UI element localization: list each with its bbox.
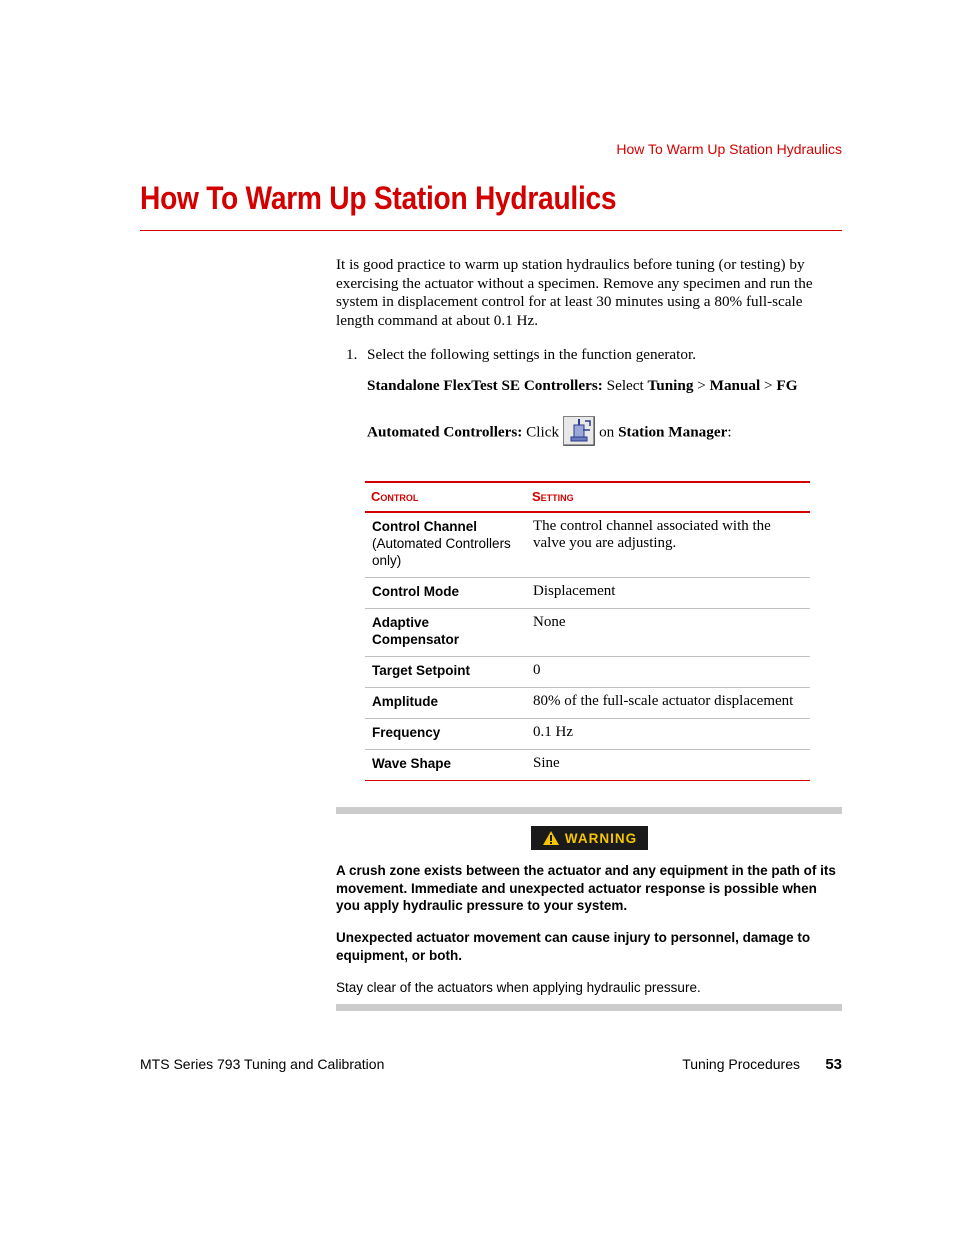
header-control: Control [365,482,526,512]
setting-cell: Sine [526,750,810,781]
automated-instructions [367,418,732,448]
table-row [365,578,810,609]
automated-label: Automated Controllers: [367,423,523,441]
automated-on: on [599,423,615,441]
footer-section: Tuning Procedures [682,1056,800,1072]
settings-table [365,481,810,781]
menu-path-fg: FG [776,377,798,394]
step-number: 1. [346,346,358,363]
table-header-row [365,482,810,512]
step-text: Select the following settings in the function generator. [367,346,696,363]
running-head: How To Warm Up Station Hydraulics [616,141,842,157]
warning-injury: Unexpected actuator movement can cause injury to personnel, damage to equipment, or both. [336,930,811,963]
control-cell: Target Setpoint [365,657,526,688]
setting-cell: The control channel associated with the valve you are adjusting. [526,512,810,578]
header-setting: Setting [526,482,810,512]
station-manager-label: Station Manager [618,423,728,441]
control-note: (Automated Controllers only) [372,536,511,568]
table-row [365,750,810,781]
menu-sep: > [764,377,773,394]
menu-path-tuning: Tuning [647,377,694,394]
step-1 [346,346,696,364]
warning-label: WARNING [564,830,638,846]
warning-top-bar [336,807,842,814]
control-cell: Control Mode [365,578,526,609]
colon: : [727,423,732,441]
footer-doc-title: MTS Series 793 Tuning and Calibration [140,1056,385,1072]
warning-crush-zone: A crush zone exists between the actuator and any equipment in the path of its movement. Immediate and unexpected actuator response is possible when you apply hydraulic pressure to your system. [336,863,836,914]
table-row [365,719,810,750]
title-rule [140,230,842,231]
control-cell: Wave Shape [365,750,526,781]
table-row [365,657,810,688]
function-generator-icon[interactable] [563,416,595,446]
menu-path-manual: Manual [709,377,761,394]
setting-cell: Displacement [526,578,810,609]
control-cell [365,512,526,578]
control-cell: Adaptive Compensator [365,609,526,657]
setting-cell: None [526,609,810,657]
table-row [365,512,810,578]
setting-cell: 0.1 Hz [526,719,810,750]
setting-cell: 0 [526,657,810,688]
warning-badge [531,826,648,850]
control-cell: Amplitude [365,688,526,719]
standalone-label: Standalone FlexTest SE Controllers: [367,377,603,394]
warning-stay-clear: Stay clear of the actuators when applying hydraulic pressure. [336,980,701,995]
setting-cell: 80% of the full-scale actuator displacement [526,688,810,719]
automated-click: Click [526,423,560,441]
table-row [365,609,810,657]
page-number: 53 [825,1056,842,1073]
warning-triangle-icon [542,830,560,846]
control-name: Control Channel [372,519,477,534]
page-title: How To Warm Up Station Hydraulics [140,180,617,216]
table-row [365,688,810,719]
warning-bottom-bar [336,1004,842,1011]
standalone-instructions [367,377,798,395]
menu-sep: > [697,377,706,394]
control-cell: Frequency [365,719,526,750]
standalone-select: Select [606,377,644,394]
intro-paragraph: It is good practice to warm up station hydraulics before tuning (or testing) by exercising the actuator without a specimen. Remove any specimen and run the system in displacement control for at least 30 minutes using a 80% full-scale length command at about 0.1 Hz. [336,256,813,329]
